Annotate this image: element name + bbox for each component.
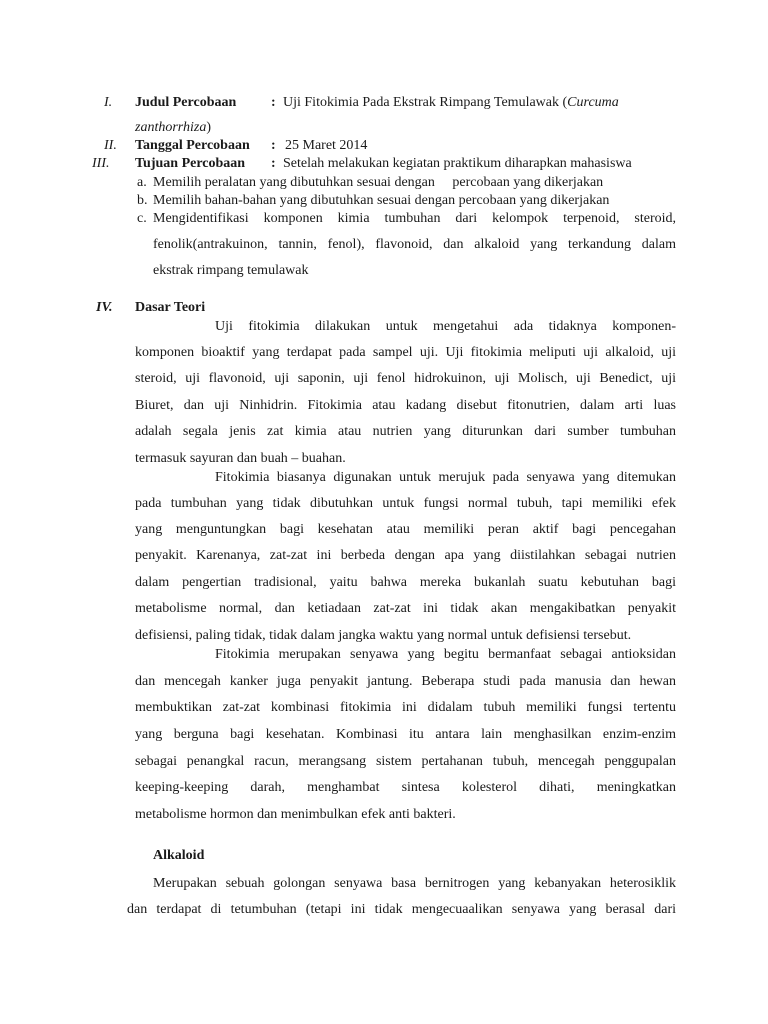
section-label-title: Judul Percobaan: [135, 95, 237, 110]
experiment-title-line2: [135, 119, 211, 137]
section-numeral-4: IV.: [96, 300, 113, 315]
colon: :: [271, 138, 276, 153]
paragraph-line: steroid, uji flavonoid, uji saponin, uji fenol hidrokuinon, uji Molisch, uji Benedict, uji: [135, 371, 676, 386]
title-text: Uji Fitokimia Pada Ekstrak Rimpang Temulawak (: [283, 95, 568, 110]
list-marker: c.: [137, 211, 147, 226]
paragraph-line: dan mencegah kanker juga penyakit jantung. Beberapa studi pada manusia dan hewan: [135, 674, 676, 689]
list-marker: b.: [137, 193, 148, 208]
paragraph-line: termasuk sayuran dan buah – buahan.: [135, 451, 346, 466]
paragraph-line: pada tumbuhan yang tidak dibutuhkan untuk fungsi normal tubuh, tapi memiliki efek: [135, 496, 676, 511]
section-numeral-2: II.: [104, 138, 117, 153]
experiment-title: [283, 94, 619, 112]
title-paren: ): [206, 120, 211, 135]
section-label-theory: Dasar Teori: [135, 300, 206, 315]
objective-item: Memilih bahan-bahan yang dibutuhkan sesuai dengan percobaan yang dikerjakan: [153, 193, 610, 208]
colon: :: [271, 95, 276, 110]
paragraph-line: Fitokimia merupakan senyawa yang begitu bermanfaat sebagai antioksidan: [215, 647, 676, 662]
section-label-objective: Tujuan Percobaan: [135, 156, 246, 171]
section-numeral-3: III.: [92, 156, 110, 171]
paragraph-line: Fitokimia biasanya digunakan untuk merujuk pada senyawa yang ditemukan: [215, 470, 676, 485]
paragraph-line: penyakit. Karenanya, zat-zat ini berbeda dengan apa yang diistilahkan sebagai nutrien: [135, 548, 676, 563]
title-species-genus: Curcuma: [567, 95, 619, 110]
title-species-epithet: zanthorrhiza: [135, 120, 207, 135]
paragraph-line: dan terdapat di tetumbuhan (tetapi ini tidak mengecuaalikan senyawa yang berasal dari: [127, 902, 676, 917]
paragraph-line: yang menguntungkan bagi kesehatan atau memiliki peran aktif bagi pencegahan: [135, 522, 676, 537]
paragraph-line: adalah segala jenis zat kimia atau nutrien yang diturunkan dari sumber tumbuhan: [135, 424, 676, 439]
paragraph-line: yang berguna bagi kesehatan. Kombinasi itu antara lain menghasilkan enzim-enzim: [135, 727, 676, 742]
list-marker: a.: [137, 175, 147, 190]
paragraph-line: defisiensi, paling tidak, tidak dalam jangka waktu yang normal untuk defisiensi tersebut.: [135, 628, 632, 643]
paragraph-line: Merupakan sebuah golongan senyawa basa bernitrogen yang kebanyakan heterosiklik: [153, 876, 676, 891]
objective-intro: Setelah melakukan kegiatan praktikum diharapkan mahasiswa: [283, 156, 632, 171]
objective-item: Memilih peralatan yang dibutuhkan sesuai dengan percobaan yang dikerjakan: [153, 175, 604, 190]
paragraph-line: keeping-keeping darah, menghambat sintesa kolesterol dihati, meningkatkan: [135, 780, 676, 795]
paragraph-line: metabolisme hormon dan menimbulkan efek anti bakteri.: [135, 807, 456, 822]
paragraph-line: metabolisme normal, dan ketiadaan zat-zat ini tidak akan mengakibatkan penyakit: [135, 601, 676, 616]
colon: :: [271, 156, 276, 171]
objective-item: Mengidentifikasi komponen kimia tumbuhan dari kelompok terpenoid, steroid,: [153, 211, 676, 226]
paragraph-line: membuktikan zat-zat kombinasi fitokimia ini didalam tubuh memiliki fungsi tertentu: [135, 700, 676, 715]
section-numeral-1: I.: [104, 95, 113, 110]
subheading-alkaloid: Alkaloid: [153, 848, 205, 863]
section-label-date: Tanggal Percobaan: [135, 138, 250, 153]
paragraph-line: sebagai penangkal racun, merangsang sistem pertahanan tubuh, mencegah penggupalan: [135, 754, 676, 769]
paragraph-line: komponen bioaktif yang terdapat pada sampel uji. Uji fitokimia meliputi uji alkaloid, uji: [135, 345, 676, 360]
objective-item: fenolik(antrakuinon, tannin, fenol), flavonoid, dan alkaloid yang terkandung dalam: [153, 237, 676, 252]
paragraph-line: dalam pengertian tradisional, yaitu bahwa mereka bukanlah suatu kebutuhan bagi: [135, 575, 676, 590]
paragraph-line: Uji fitokimia dilakukan untuk mengetahui ada tidaknya komponen-: [215, 319, 676, 334]
paragraph-line: Biuret, dan uji Ninhidrin. Fitokimia atau kadang disebut fitonutrien, dalam arti luas: [135, 398, 676, 413]
objective-item: ekstrak rimpang temulawak: [153, 263, 309, 278]
experiment-date: 25 Maret 2014: [285, 138, 368, 153]
